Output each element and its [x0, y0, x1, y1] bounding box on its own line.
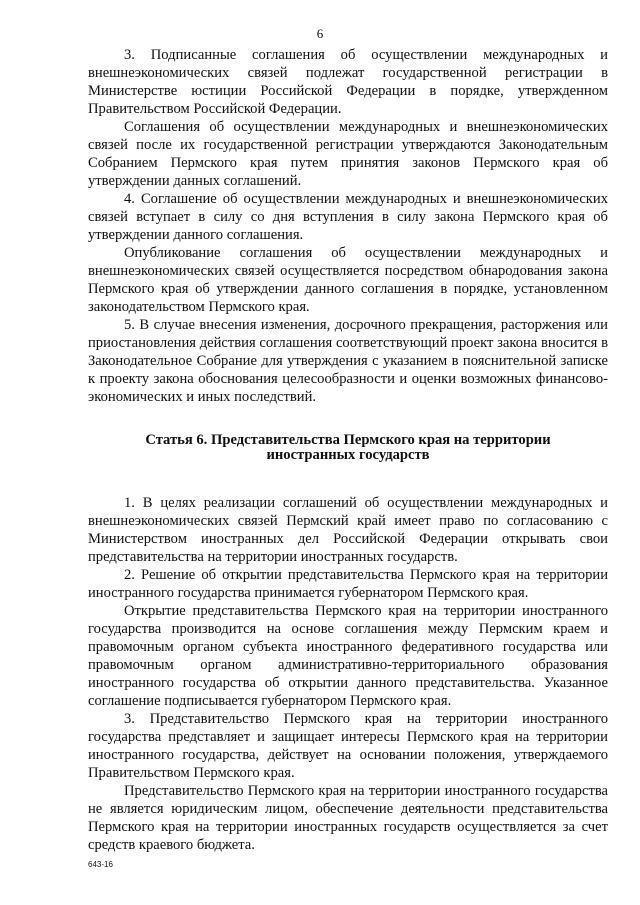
article-heading [88, 433, 608, 463]
paragraph: Соглашения об осуществлении международных и внешнеэкономических связей после их государственной регистрации утверждаются Законодательным Собранием Пермского края путем принятия законов Пермского края об утверждении данных соглашений. [88, 119, 608, 189]
paragraph: 3. Подписанные соглашения об осуществлении международных и внешнеэкономических связей подлежат государственной регистрации в Министерстве юстиции Российской Федерации в порядке, утвержденном Правительством Российской Федерации. [88, 47, 608, 117]
document-body [88, 46, 608, 854]
paragraph: 1. В целях реализации соглашений об осуществлении международных и внешнеэкономических связей Пермский край имеет право по согласованию с Министерством иностранных дел Российской Федерации открывать свои представительства на территории иностранных государств. [88, 495, 608, 565]
page-number: 6 [316, 26, 324, 41]
paragraph: Представительство Пермского края на территории иностранного государства не является юридическим лицом, обеспечение деятельности представительства Пермского края на территории иностранных государств осуществляется за счет средств краевого бюджета. [88, 783, 608, 853]
article-title-line: иностранных государств [266, 447, 430, 463]
paragraph: Опубликование соглашения об осуществлении международных и внешнеэкономических связей осуществляется посредством обнародования закона Пермского края об утверждении данного соглашения в порядке, установленном законодательством Пермского края. [88, 245, 608, 315]
paragraph: 3. Представительство Пермского края на территории иностранного государства представляет и защищает интересы Пермского края на территории иностранного государства, действует на основании положения, утверждаемого Правительством Пермского края. [88, 711, 608, 781]
paragraph: 5. В случае внесения изменения, досрочного прекращения, расторжения или приостановления действия соглашения соответствующий проект закона вносится в Законодательное Собрание для утверждения с указанием в пояснительной записке к проекту закона обоснования целесообразности и оценки возможных финансово-экономических и иных последствий. [88, 317, 608, 405]
article-title-line: Статья 6. Представительства Пермского края на территории [145, 432, 551, 448]
paragraph: 2. Решение об открытии представительства Пермского края на территории иностранного государства принимается губернатором Пермского края. [88, 567, 608, 601]
document-code: 643-16 [88, 860, 113, 869]
paragraph: Открытие представительства Пермского края на территории иностранного государства производится на основе соглашения между Пермским краем и правомочным органом субъекта иностранного федеративного государства или правомочным органом административно-территориального образования иностранного государства об открытии данного представительства. Указанное соглашение подписывается губернатором Пермского края. [88, 603, 608, 709]
paragraph: 4. Соглашение об осуществлении международных и внешнеэкономических связей вступает в силу со дня вступления в силу закона Пермского края об утверждении данного соглашения. [88, 191, 608, 243]
